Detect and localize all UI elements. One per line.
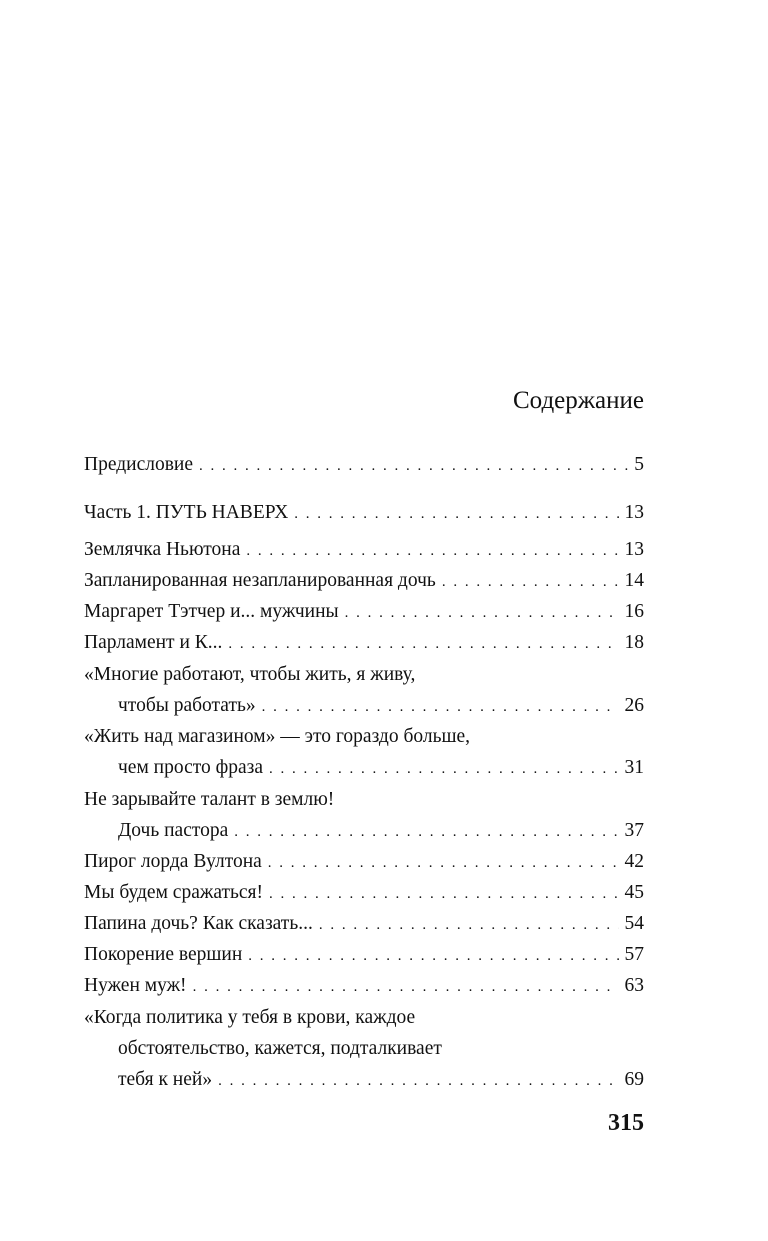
toc-entry [84,939,644,970]
toc-entry-title: Покорение вершин [84,944,243,965]
dot-leader [269,879,618,910]
toc-entry-page: 31 [624,757,644,778]
dot-leader [269,754,618,785]
toc-entry [118,1064,644,1095]
toc-entry-title: Запланированная незапланированная дочь [84,570,436,591]
toc-entry-preface [84,449,644,480]
toc-entry-title: Пирог лорда Вултона [84,851,262,872]
toc-entry-page: 18 [624,632,644,653]
page-number: 315 [608,1110,644,1136]
toc-entry-page: 54 [624,913,644,934]
toc-entry-page: 37 [624,820,644,841]
toc-entry-page: 5 [634,454,644,475]
toc-entry [84,908,644,939]
dot-leader [345,598,619,629]
toc-entry [84,970,644,1001]
toc-entry-title: Нужен муж! [84,975,187,996]
toc-entry-page: 57 [624,944,644,965]
dot-leader [199,451,628,482]
dot-leader [228,629,618,660]
toc-entry-title: Предисловие [84,454,194,475]
toc-entry [84,534,644,565]
toc-entry-page: 14 [624,570,644,591]
toc-entry [84,596,644,627]
toc-entry-title: чтобы работать» [118,695,256,716]
toc-entry-page: 63 [624,975,644,996]
toc-entry-title: Часть 1. ПУТЬ НАВЕРХ [84,502,289,523]
toc-entry-title: Землячка Ньютона [84,539,241,560]
toc-entry-page: 16 [624,601,644,622]
toc-entry-page: 69 [624,1069,644,1090]
dot-leader [248,941,618,972]
toc-entry-title-line: «Жить над магазином» — это гораздо больше, [84,726,471,747]
dot-leader [234,817,618,848]
dot-leader [218,1066,618,1097]
toc-entry-title: Парламент и К... [84,632,223,653]
toc-entry-page: 13 [624,539,644,560]
toc-entry-page: 45 [624,882,644,903]
toc-entry-page: 13 [624,502,644,523]
toc-entry [118,815,644,846]
toc-entry [118,752,644,783]
toc-entry-title-line: обстоятельство, кажется, подталкивает [118,1038,442,1059]
toc-entry-part1 [84,497,644,528]
toc-entry-title: Мы будем сражаться! [84,882,264,903]
dot-leader [442,567,619,598]
dot-leader [193,972,619,1003]
toc-entry-title-line: «Многие работают, чтобы жить, я живу, [84,664,416,685]
toc-entry-title: чем просто фраза [118,757,264,778]
toc-entry-title: Маргарет Тэтчер и... мужчины [84,601,339,622]
toc-entry-title-line: Не зарывайте талант в землю! [84,789,335,810]
toc-entry-title: Папина дочь? Как сказать... [84,913,313,934]
dot-leader [246,536,618,567]
toc-entry [118,690,644,721]
toc-entry-title: Дочь пастора [118,820,229,841]
toc-entry [84,846,644,877]
dot-leader [294,499,618,530]
toc-entry [84,877,644,908]
toc-entry-page: 26 [624,695,644,716]
toc-entry-title-line: «Когда политика у тебя в крови, каждое [84,1007,416,1028]
dot-leader [268,848,619,879]
toc-entry-page: 42 [624,851,644,872]
toc-entry [84,627,644,658]
toc-entry [84,565,644,596]
toc-entry-title: тебя к ней» [118,1069,213,1090]
page-title: Содержание [513,387,644,414]
dot-leader [319,910,619,941]
dot-leader [262,692,619,723]
